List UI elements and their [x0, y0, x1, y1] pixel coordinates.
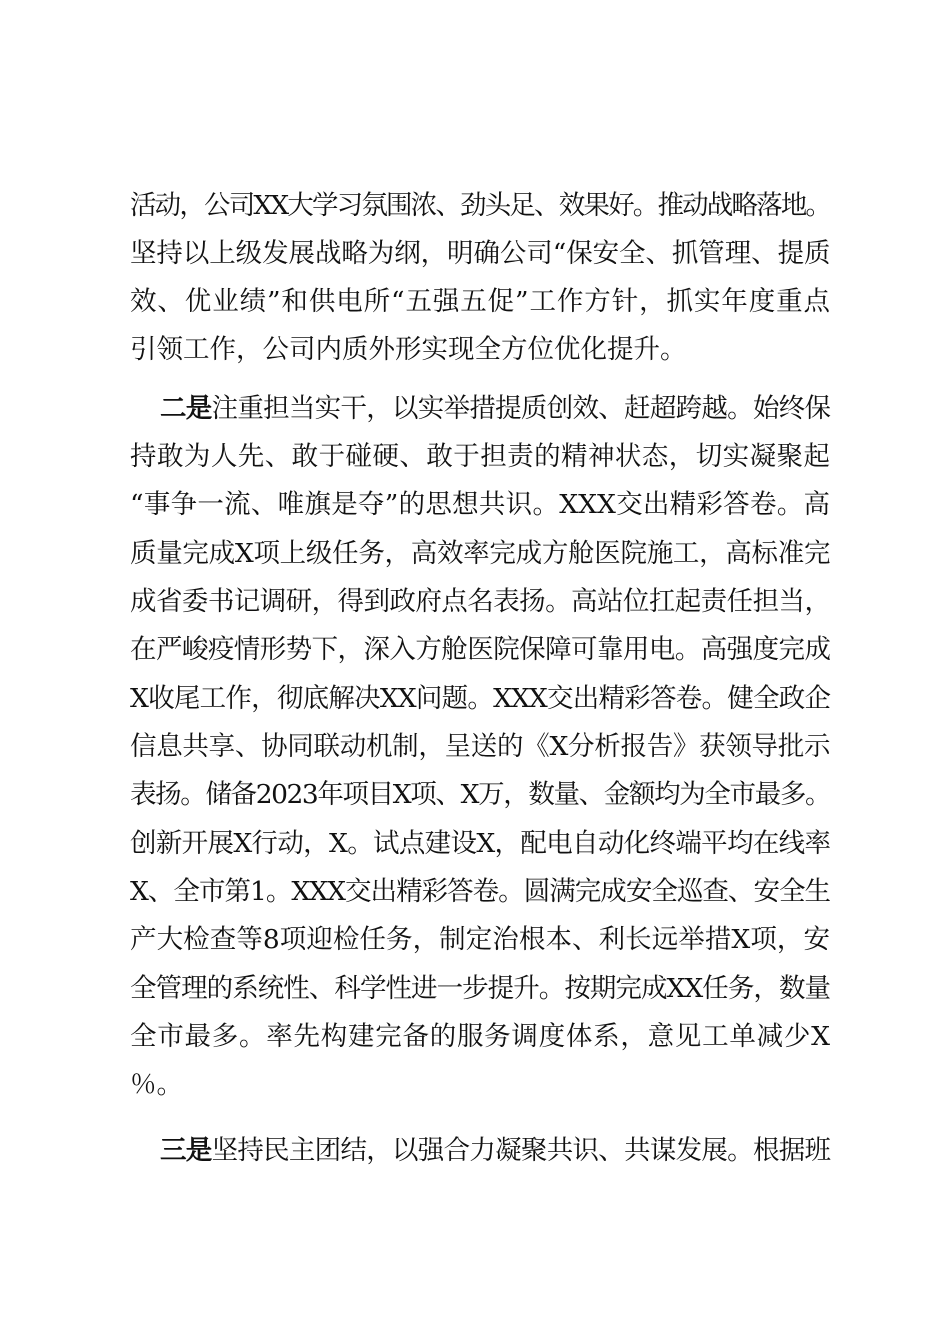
paragraph-lead: 二是	[160, 393, 212, 424]
line-text: 成省委书记调研，得到政府点名表扬。高站位扛起责任担当，	[130, 586, 830, 617]
text-line-1	[130, 186, 830, 226]
line-text: ％。	[130, 1069, 183, 1100]
line-text: 在严峻疫情形势下，深入方舱医院保障可靠用电。高强度完成	[130, 634, 830, 665]
line-text: 活动，公司XX大学习氛围浓、劲头足、效果好。推动战略落地。	[130, 190, 830, 221]
text-line-19	[130, 1065, 830, 1105]
line-text: 信息共享、协同联动机制，呈送的《X分析报告》获领导批示	[130, 731, 830, 762]
text-line-13	[130, 775, 830, 815]
text-line-7	[130, 485, 830, 525]
line-text: 质量完成X项上级任务，高效率完成方舱医院施工，高标准完	[130, 538, 830, 569]
text-line-12	[130, 727, 830, 767]
text-line-2	[130, 234, 830, 274]
text-line-11	[130, 679, 830, 719]
line-text: 创新开展X行动，X。试点建设X，配电自动化终端平均在线率	[130, 828, 830, 859]
line-text: 持敢为人先、敢于碰硬、敢于担责的精神状态，切实凝聚起	[130, 441, 830, 472]
line-text: 坚持以上级发展战略为纲，明确公司“保安全、抓管理、提质	[130, 238, 830, 269]
text-line-14	[130, 824, 830, 864]
paragraph-lead: 三是	[160, 1135, 212, 1166]
line-text: 全管理的系统性、科学性进一步提升。按期完成XX任务，数量	[130, 973, 830, 1004]
text-line-10	[130, 630, 830, 670]
text-line-18	[130, 1017, 830, 1057]
text-line-3	[130, 282, 830, 322]
line-text: 坚持民主团结，以强合力凝聚共识、共谋发展。根据班	[211, 1135, 831, 1166]
text-line-17	[130, 969, 830, 1009]
text-line-8	[130, 534, 830, 574]
text-line-6	[130, 437, 830, 477]
line-text: 全市最多。率先构建完备的服务调度体系，意见工单减少X	[130, 1021, 830, 1052]
line-text: 效、优业绩”和供电所“五强五促”工作方针，抓实年度重点	[130, 286, 830, 317]
paragraph-three-first-line	[160, 1131, 830, 1171]
line-text: 注重担当实干，以实举措提质创效、赶超跨越。始终保	[211, 393, 831, 424]
text-line-16	[130, 920, 830, 960]
text-line-15	[130, 872, 830, 912]
line-text: X收尾工作，彻底解决XX问题。XXX交出精彩答卷。健全政企	[130, 683, 830, 714]
text-line-4	[130, 330, 830, 370]
line-text: 产大检查等8项迎检任务，制定治根本、利长远举措X项，安	[130, 924, 830, 955]
line-text: 表扬。储备2023年项目X项、X万，数量、金额均为全市最多。	[130, 779, 830, 810]
text-line-9	[130, 582, 830, 622]
line-text: “事争一流、唯旗是夺”的思想共识。XXX交出精彩答卷。高	[130, 489, 830, 520]
paragraph-two-first-line	[160, 389, 830, 429]
line-text: 引领工作，公司内质外形实现全方位优化提升。	[130, 334, 687, 365]
line-text: X、全市第1。XXX交出精彩答卷。圆满完成安全巡查、安全生	[130, 876, 830, 907]
